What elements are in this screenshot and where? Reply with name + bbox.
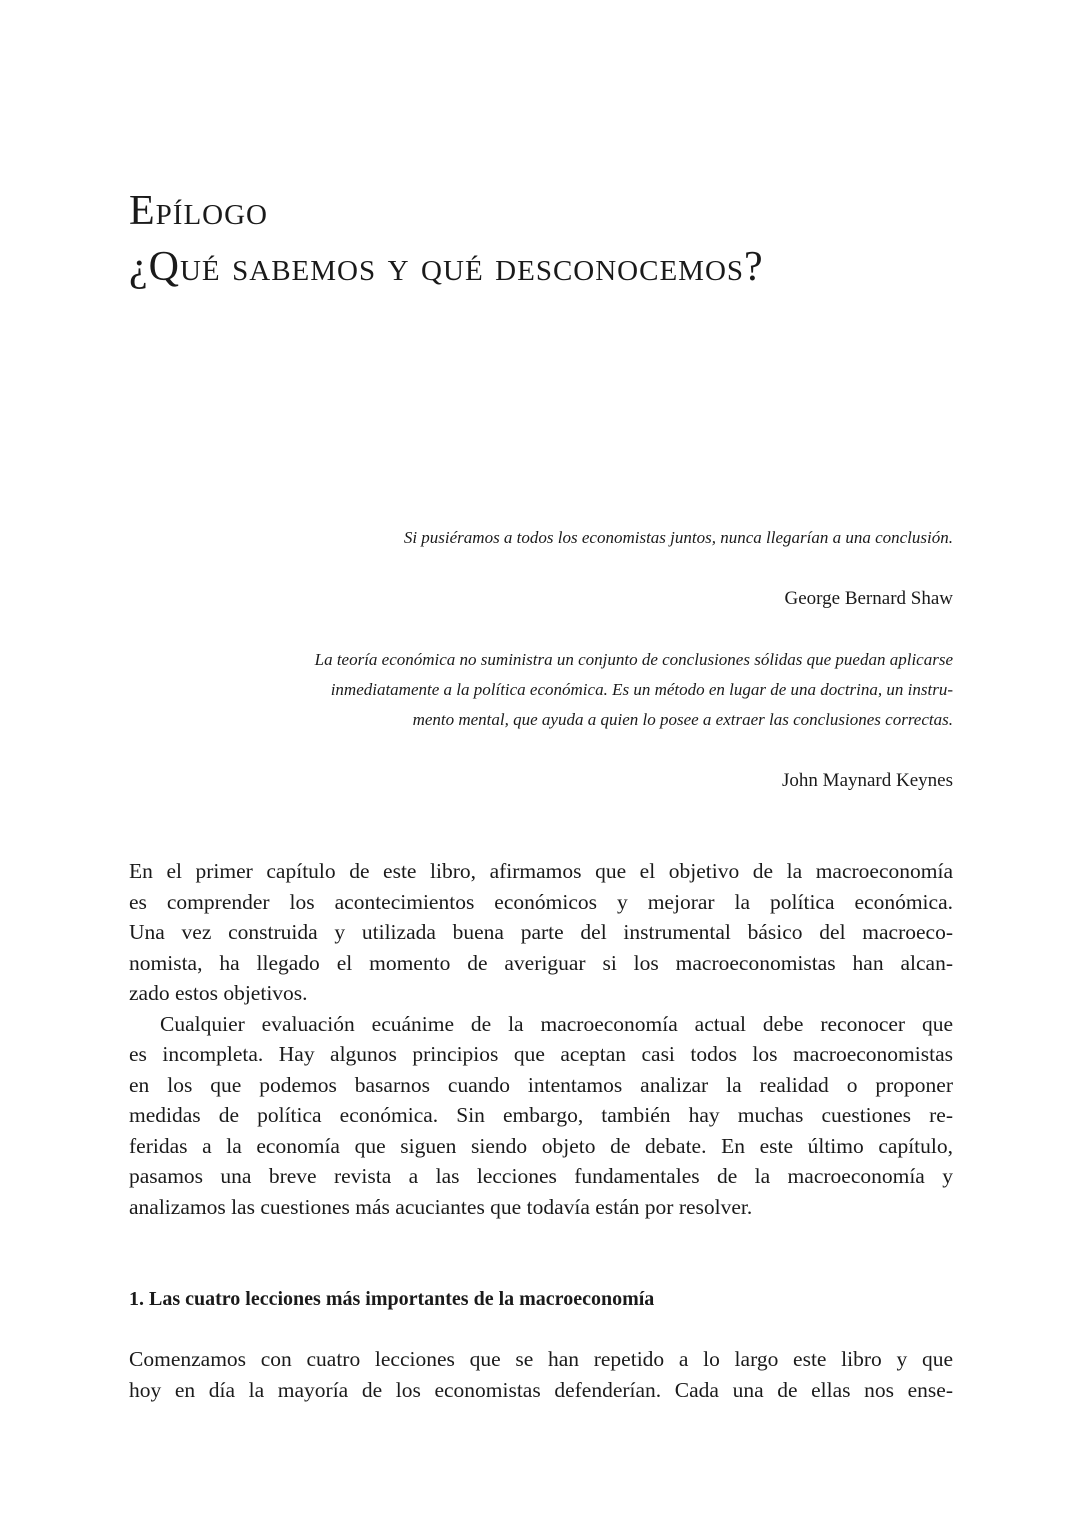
text-line: zado estos objetivos.: [129, 981, 308, 1005]
section-heading: 1. Las cuatro lecciones más importantes de la macroeconomía: [129, 1288, 655, 1310]
text-line: nomista, ha llegado el momento de averiguar si los macroeconomistas han alcan-: [129, 950, 953, 975]
epigraph-author-shaw: George Bernard Shaw: [784, 588, 953, 609]
text-line: Comenzamos con cuatro lecciones que se han repetido a lo largo este libro y que: [129, 1347, 953, 1371]
chapter-title: Epílogo: [129, 188, 268, 234]
epigraph-line: mento mental, que ayuda a quien lo posee a extraer las conclusiones correctas.: [412, 710, 953, 729]
epigraph-author-keynes: John Maynard Keynes: [782, 770, 953, 791]
text-line: pasamos una breve revista a las lecciones fundamentales de la macroeconomía y: [129, 1164, 953, 1188]
text-line: hoy en día la mayoría de los economistas defenderían. Cada una de ellas nos ense-: [129, 1377, 953, 1402]
body-text: [129, 856, 953, 1222]
text-line: En el primer capítulo de este libro, afirmamos que el objetivo de la macroeconomía: [129, 859, 953, 883]
chapter-subtitle: ¿Qué sabemos y qué desconocemos?: [129, 244, 764, 290]
text-line: Cualquier evaluación ecuánime de la macroeconomía actual debe reconocer que: [160, 1011, 953, 1036]
text-line: en los que podemos basarnos cuando intentamos analizar la realidad o proponer: [129, 1072, 953, 1097]
epigraph-line: inmediatamente a la política económica. Es un método en lugar de una doctrina, un instru-: [330, 680, 953, 699]
text-line: analizamos las cuestiones más acuciantes que todavía están por resolver.: [129, 1194, 753, 1219]
epigraph-line: La teoría económica no suministra un conjunto de conclusiones sólidas que puedan aplicarse: [314, 650, 953, 669]
epigraph-line: Si pusiéramos a todos los economistas juntos, nunca llegarían a una conclusión.: [403, 528, 953, 547]
text-line: medidas de política económica. Sin embargo, también hay muchas cuestiones re-: [129, 1103, 953, 1127]
section-body-text: [129, 1344, 953, 1405]
text-line: es incompleta. Hay algunos principios que aceptan casi todos los macroeconomistas: [129, 1042, 953, 1066]
text-line: Una vez construida y utilizada buena parte del instrumental básico del macroeco-: [129, 920, 953, 944]
epigraph-shaw: [180, 523, 953, 553]
text-line: feridas a la economía que siguen siendo objeto de debate. En este último capítulo,: [129, 1133, 953, 1158]
epigraph-keynes: [180, 645, 953, 735]
text-line: es comprender los acontecimientos económicos y mejorar la política económica.: [129, 889, 953, 914]
